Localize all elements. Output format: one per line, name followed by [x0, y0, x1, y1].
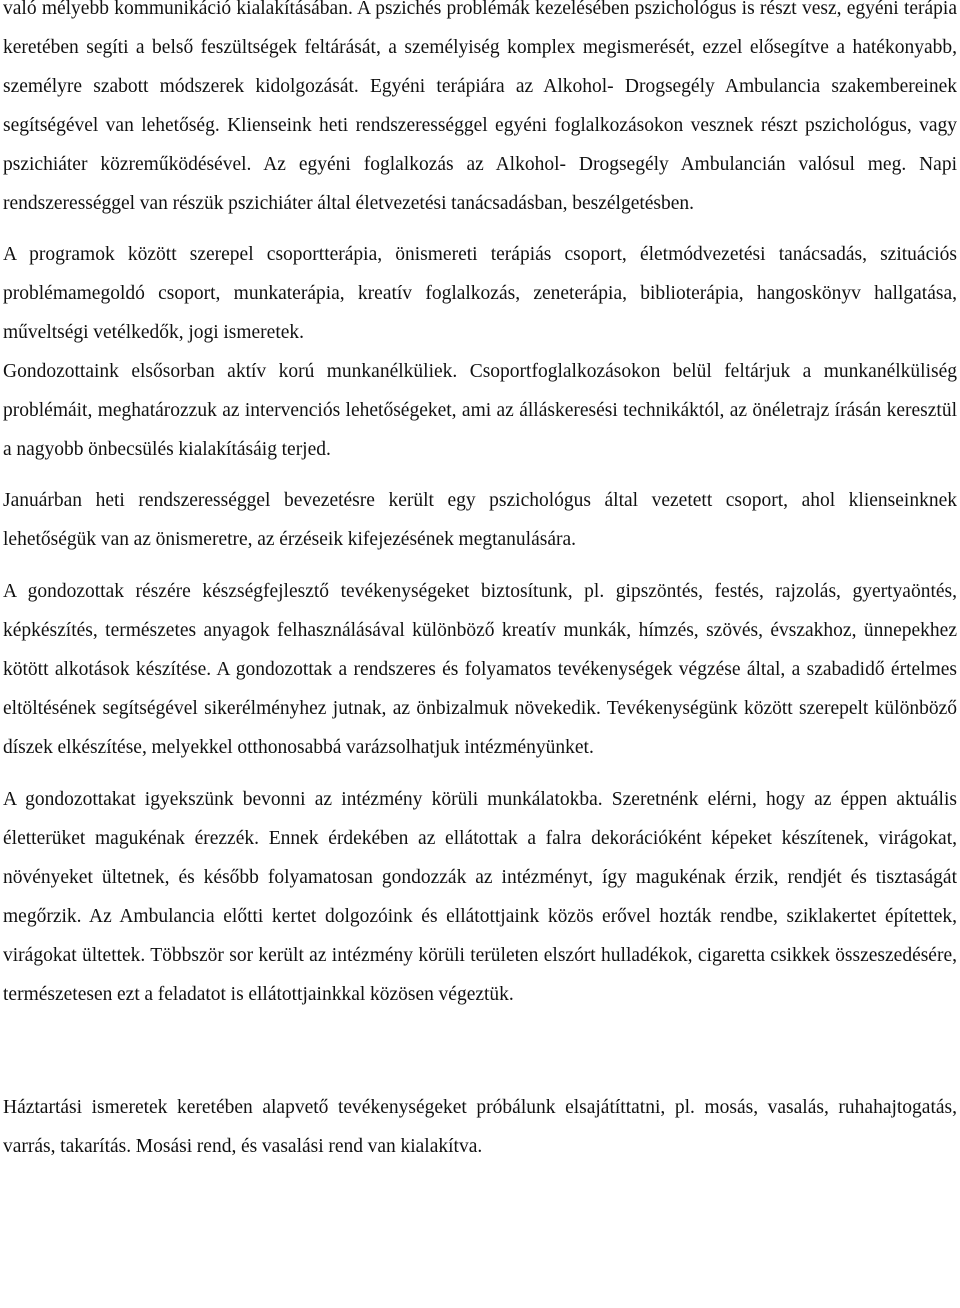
paragraph-unemployed: Gondozottaink elsősorban aktív korú munkanélküliek. Csoportfoglalkozásokon belül feltárjuk a munkanélküliség problémáit, meghatározzuk az intervenciós lehetőségeket, ami az álláskeresési technikáktól, az önéletrajz írásán keresztül a nagyobb önbecsülés kialakításáig terjed.	[3, 361, 957, 460]
paragraph-skills: A gondozottak részére készségfejlesztő tevékenységeket biztosítunk, pl. gipszöntés, festés, rajzolás, gyertyaöntés, képkészítés, természetes anyagok felhasználásával különböző kreatív munkák, hímzés, szövés, évszakhoz, ünnepekhez kötött alkotások készítése. A gondozottak a rendszeres és folyamatos tevékenységek végzése által, a szabadidő értelmes eltöltésének segítségével sikerélményhez jutnak, az önbizalmuk növekedik. Tevékenységünk között szerepelt különböző díszek elkészítése, melyekkel otthonosabbá varázsolhatjuk intézményünket.	[3, 581, 957, 758]
paragraph-group-january: Januárban heti rendszerességgel bevezetésre került egy pszichológus által vezetett csoport, ahol klienseinknek lehetőségük van az önismeretre, az érzéseik kifejezésének megtanulására.	[3, 490, 957, 550]
paragraph-therapy: való mélyebb kommunikáció kialakításában. A pszichés problémák kezelésében pszichológus is részt vesz, egyéni terápia keretében segíti a belső feszültségek feltárását, a személyiség komplex megismerését, ezzel elősegítve a hatékonyabb, személyre szabott módszerek kidolgozását. Egyéni terápiára az Alkohol- Drogsegély Ambulancia szakembereinek segítségével van lehetőség. Klienseink heti rendszerességgel egyéni foglalkozásokon vesznek részt pszichológus, vagy pszichiáter közreműködésével. Az egyéni foglalkozás az Alkohol- Drogsegély Ambulancián valósul meg. Napi rendszerességgel van részük pszichiáter által életvezetési tanácsadásban, beszélgetésben.	[3, 0, 957, 214]
paragraph-programs: A programok között szerepel csoportterápia, önismereti terápiás csoport, életmódvezetési tanácsadás, szituációs problémamegoldó csoport, munkaterápia, kreatív foglalkozás, zeneterápia, biblioterápia, hangoskönyv hallgatása, műveltségi vetélkedők, jogi ismeretek.	[3, 244, 957, 343]
paragraph-household: Háztartási ismeretek keretében alapvető tevékenységeket próbálunk elsajátíttatni, pl. mosás, vasalás, ruhahajtogatás, varrás, takarítás. Mosási rend, és vasalási rend van kialakítva.	[3, 1097, 957, 1157]
paragraph-surroundings: A gondozottakat igyekszünk bevonni az intézmény körüli munkálatokba. Szeretnénk elérni, hogy az éppen aktuális életterüket magukénak érezzék. Ennek érdekében az ellátottak a falra dekorációként képeket készítenek, virágokat, növényeket ültetnek, és később folyamatosan gondozzák az intézményt, így magukénak érzik, rendjét és tisztaságát megőrzik. Az Ambulancia előtti kertet dolgozóink és ellátottjaink közös erővel hozták rendbe, sziklakertet építettek, virágokat ültettek. Többször sor került az intézmény körüli területen elszórt hulladékok, cigaretta csikkek összeszedésére, természetesen ezt a feladatot is ellátottjainkkal közösen végeztük.	[3, 789, 957, 1005]
document-page	[3, 0, 957, 1166]
